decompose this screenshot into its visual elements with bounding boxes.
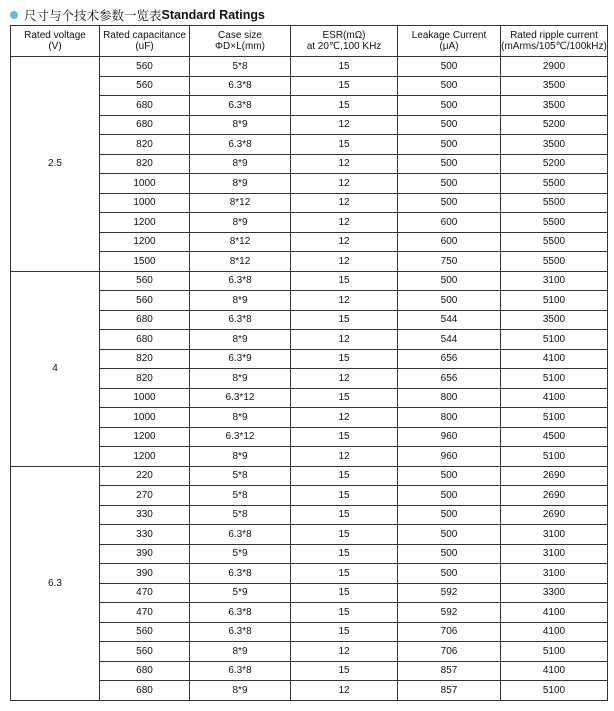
case-size-cell: 6.3*8 — [190, 76, 291, 96]
esr-cell: 15 — [291, 544, 398, 564]
case-size-cell: 5*9 — [190, 583, 291, 603]
voltage-cell: 2.5 — [11, 57, 100, 272]
case-size-cell: 8*9 — [190, 291, 291, 311]
esr-cell: 15 — [291, 622, 398, 642]
case-size-cell: 5*8 — [190, 57, 291, 77]
case-size-cell: 8*9 — [190, 408, 291, 428]
capacitance-cell: 1000 — [100, 193, 190, 213]
capacitance-cell: 820 — [100, 369, 190, 389]
table-row — [11, 583, 608, 603]
capacitance-cell: 1200 — [100, 232, 190, 252]
table-row — [11, 544, 608, 564]
table-row — [11, 252, 608, 272]
leakage-cell: 500 — [398, 564, 501, 584]
header-rated-capacitance: Rated capacitance (uF) — [100, 26, 190, 57]
ripple-cell: 3100 — [501, 564, 608, 584]
table-row — [11, 76, 608, 96]
case-size-cell: 5*8 — [190, 505, 291, 525]
esr-cell: 12 — [291, 213, 398, 233]
leakage-cell: 592 — [398, 583, 501, 603]
capacitance-cell: 220 — [100, 466, 190, 486]
table-row — [11, 427, 608, 447]
table-row — [11, 564, 608, 584]
capacitance-cell: 820 — [100, 154, 190, 174]
case-size-cell: 6.3*8 — [190, 603, 291, 623]
leakage-cell: 706 — [398, 622, 501, 642]
case-size-cell: 6.3*8 — [190, 310, 291, 330]
leakage-cell: 500 — [398, 115, 501, 135]
ripple-cell: 5200 — [501, 115, 608, 135]
leakage-cell: 500 — [398, 96, 501, 116]
capacitance-cell: 560 — [100, 76, 190, 96]
leakage-cell: 656 — [398, 369, 501, 389]
esr-cell: 12 — [291, 369, 398, 389]
capacitance-cell: 680 — [100, 96, 190, 116]
case-size-cell: 8*9 — [190, 154, 291, 174]
table-row — [11, 96, 608, 116]
capacitance-cell: 470 — [100, 603, 190, 623]
table-row — [11, 408, 608, 428]
ripple-cell: 3500 — [501, 96, 608, 116]
ripple-cell: 4100 — [501, 622, 608, 642]
esr-cell: 15 — [291, 135, 398, 155]
ripple-cell: 3500 — [501, 135, 608, 155]
case-size-cell: 8*9 — [190, 369, 291, 389]
esr-cell: 12 — [291, 252, 398, 272]
esr-cell: 12 — [291, 681, 398, 701]
leakage-cell: 500 — [398, 57, 501, 77]
table-row — [11, 135, 608, 155]
ripple-cell: 5100 — [501, 642, 608, 662]
esr-cell: 15 — [291, 57, 398, 77]
ripple-cell: 2690 — [501, 505, 608, 525]
table-row — [11, 486, 608, 506]
header-esr: ESR(mΩ) at 20℃,100 KHz — [291, 26, 398, 57]
table-row — [11, 466, 608, 486]
leakage-cell: 500 — [398, 193, 501, 213]
esr-cell: 15 — [291, 96, 398, 116]
esr-cell: 15 — [291, 466, 398, 486]
ripple-cell: 3500 — [501, 76, 608, 96]
leakage-cell: 750 — [398, 252, 501, 272]
leakage-cell: 500 — [398, 291, 501, 311]
capacitance-cell: 680 — [100, 310, 190, 330]
case-size-cell: 6.3*9 — [190, 349, 291, 369]
esr-cell: 12 — [291, 447, 398, 467]
leakage-cell: 857 — [398, 661, 501, 681]
capacitance-cell: 390 — [100, 544, 190, 564]
case-size-cell: 6.3*12 — [190, 427, 291, 447]
capacitance-cell: 1000 — [100, 174, 190, 194]
esr-cell: 15 — [291, 76, 398, 96]
table-row — [11, 603, 608, 623]
esr-cell: 12 — [291, 232, 398, 252]
standard-ratings-table — [10, 25, 608, 701]
leakage-cell: 960 — [398, 447, 501, 467]
leakage-cell: 500 — [398, 76, 501, 96]
ripple-cell: 5500 — [501, 252, 608, 272]
esr-cell: 12 — [291, 408, 398, 428]
case-size-cell: 8*9 — [190, 330, 291, 350]
capacitance-cell: 560 — [100, 57, 190, 77]
case-size-cell: 8*9 — [190, 174, 291, 194]
title-english: Standard Ratings — [161, 8, 266, 22]
leakage-cell: 960 — [398, 427, 501, 447]
ripple-cell: 5500 — [501, 213, 608, 233]
circle-bullet-icon — [10, 11, 18, 19]
leakage-cell: 706 — [398, 642, 501, 662]
esr-cell: 12 — [291, 174, 398, 194]
table-row — [11, 369, 608, 389]
capacitance-cell: 470 — [100, 583, 190, 603]
esr-cell: 12 — [291, 291, 398, 311]
case-size-cell: 6.3*12 — [190, 388, 291, 408]
table-row — [11, 681, 608, 701]
esr-cell: 15 — [291, 603, 398, 623]
ripple-cell: 2690 — [501, 486, 608, 506]
capacitance-cell: 560 — [100, 291, 190, 311]
capacitance-cell: 1200 — [100, 427, 190, 447]
leakage-cell: 857 — [398, 681, 501, 701]
leakage-cell: 500 — [398, 271, 501, 291]
leakage-cell: 800 — [398, 388, 501, 408]
capacitance-cell: 560 — [100, 622, 190, 642]
table-row — [11, 232, 608, 252]
case-size-cell: 6.3*8 — [190, 96, 291, 116]
leakage-cell: 500 — [398, 505, 501, 525]
leakage-cell: 544 — [398, 310, 501, 330]
table-row — [11, 642, 608, 662]
table-row — [11, 291, 608, 311]
capacitance-cell: 680 — [100, 661, 190, 681]
ripple-cell: 3100 — [501, 271, 608, 291]
table-row — [11, 115, 608, 135]
capacitance-cell: 330 — [100, 505, 190, 525]
table-row — [11, 525, 608, 545]
table-row — [11, 154, 608, 174]
table-row — [11, 349, 608, 369]
ripple-cell: 3300 — [501, 583, 608, 603]
title-chinese: 尺寸与个技术参数一览表 — [24, 8, 162, 23]
leakage-cell: 500 — [398, 544, 501, 564]
capacitance-cell: 1500 — [100, 252, 190, 272]
esr-cell: 15 — [291, 388, 398, 408]
table-row — [11, 271, 608, 291]
case-size-cell: 8*9 — [190, 681, 291, 701]
header-case-size: Case size ΦD×L(mm) — [190, 26, 291, 57]
case-size-cell: 8*9 — [190, 447, 291, 467]
case-size-cell: 8*12 — [190, 252, 291, 272]
ripple-cell: 5100 — [501, 330, 608, 350]
capacitance-cell: 390 — [100, 564, 190, 584]
leakage-cell: 500 — [398, 135, 501, 155]
table-row — [11, 213, 608, 233]
esr-cell: 15 — [291, 525, 398, 545]
table-title — [10, 6, 265, 24]
voltage-cell: 6.3 — [11, 466, 100, 700]
ripple-cell: 2690 — [501, 466, 608, 486]
ripple-cell: 5100 — [501, 681, 608, 701]
leakage-cell: 592 — [398, 603, 501, 623]
esr-cell: 12 — [291, 193, 398, 213]
header-row — [11, 26, 608, 57]
ripple-cell: 5100 — [501, 291, 608, 311]
ripple-cell: 5100 — [501, 447, 608, 467]
case-size-cell: 8*12 — [190, 193, 291, 213]
case-size-cell: 6.3*8 — [190, 135, 291, 155]
table-row — [11, 330, 608, 350]
ripple-cell: 5500 — [501, 174, 608, 194]
leakage-cell: 544 — [398, 330, 501, 350]
case-size-cell: 6.3*8 — [190, 622, 291, 642]
ripple-cell: 3100 — [501, 525, 608, 545]
ripple-cell: 4500 — [501, 427, 608, 447]
capacitance-cell: 270 — [100, 486, 190, 506]
esr-cell: 12 — [291, 115, 398, 135]
capacitance-cell: 820 — [100, 135, 190, 155]
case-size-cell: 8*12 — [190, 232, 291, 252]
ripple-cell: 2900 — [501, 57, 608, 77]
case-size-cell: 8*9 — [190, 115, 291, 135]
leakage-cell: 500 — [398, 486, 501, 506]
header-ripple-current: Rated ripple current (mArms/105℃/100kHz) — [501, 26, 608, 57]
table-row — [11, 174, 608, 194]
case-size-cell: 6.3*8 — [190, 525, 291, 545]
leakage-cell: 600 — [398, 232, 501, 252]
capacitance-cell: 1000 — [100, 408, 190, 428]
leakage-cell: 600 — [398, 213, 501, 233]
capacitance-cell: 820 — [100, 349, 190, 369]
table-row — [11, 57, 608, 77]
case-size-cell: 8*9 — [190, 213, 291, 233]
ripple-cell: 5500 — [501, 193, 608, 213]
voltage-cell: 4 — [11, 271, 100, 466]
esr-cell: 15 — [291, 427, 398, 447]
esr-cell: 15 — [291, 310, 398, 330]
esr-cell: 15 — [291, 349, 398, 369]
case-size-cell: 6.3*8 — [190, 564, 291, 584]
case-size-cell: 5*8 — [190, 486, 291, 506]
table-row — [11, 310, 608, 330]
esr-cell: 12 — [291, 330, 398, 350]
esr-cell: 12 — [291, 154, 398, 174]
capacitance-cell: 680 — [100, 330, 190, 350]
capacitance-cell: 1200 — [100, 213, 190, 233]
ripple-cell: 4100 — [501, 349, 608, 369]
case-size-cell: 5*8 — [190, 466, 291, 486]
ripple-cell: 4100 — [501, 388, 608, 408]
leakage-cell: 500 — [398, 154, 501, 174]
ripple-cell: 5100 — [501, 369, 608, 389]
ripple-cell: 4100 — [501, 661, 608, 681]
table-row — [11, 661, 608, 681]
ripple-cell: 5500 — [501, 232, 608, 252]
ripple-cell: 3100 — [501, 544, 608, 564]
capacitance-cell: 1200 — [100, 447, 190, 467]
ripple-cell: 5100 — [501, 408, 608, 428]
table-row — [11, 622, 608, 642]
capacitance-cell: 1000 — [100, 388, 190, 408]
table-row — [11, 505, 608, 525]
esr-cell: 15 — [291, 486, 398, 506]
case-size-cell: 6.3*8 — [190, 271, 291, 291]
case-size-cell: 6.3*8 — [190, 661, 291, 681]
esr-cell: 15 — [291, 583, 398, 603]
esr-cell: 15 — [291, 271, 398, 291]
table-row — [11, 193, 608, 213]
esr-cell: 15 — [291, 661, 398, 681]
leakage-cell: 800 — [398, 408, 501, 428]
header-rated-voltage: Rated voltage (V) — [11, 26, 100, 57]
leakage-cell: 656 — [398, 349, 501, 369]
ripple-cell: 4100 — [501, 603, 608, 623]
table-row — [11, 388, 608, 408]
header-leakage-current: Leakage Current (μA) — [398, 26, 501, 57]
leakage-cell: 500 — [398, 174, 501, 194]
esr-cell: 15 — [291, 564, 398, 584]
capacitance-cell: 680 — [100, 115, 190, 135]
case-size-cell: 8*9 — [190, 642, 291, 662]
ripple-cell: 5200 — [501, 154, 608, 174]
leakage-cell: 500 — [398, 525, 501, 545]
capacitance-cell: 560 — [100, 642, 190, 662]
esr-cell: 12 — [291, 642, 398, 662]
capacitance-cell: 560 — [100, 271, 190, 291]
case-size-cell: 5*9 — [190, 544, 291, 564]
leakage-cell: 500 — [398, 466, 501, 486]
ripple-cell: 3500 — [501, 310, 608, 330]
capacitance-cell: 680 — [100, 681, 190, 701]
table-row — [11, 447, 608, 467]
esr-cell: 15 — [291, 505, 398, 525]
capacitance-cell: 330 — [100, 525, 190, 545]
